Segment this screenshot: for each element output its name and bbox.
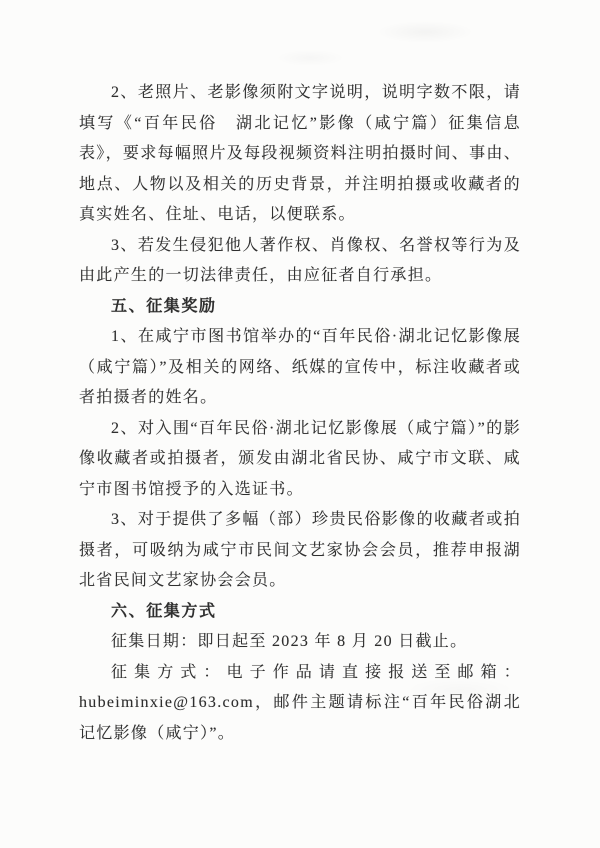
email-address: hubeiminxie@163.com	[79, 694, 254, 711]
collection-method-prefix: 征集方式：电子作品请直接报送至邮箱：	[111, 663, 521, 681]
heading-section-6-collection-method: 六、征集方式	[111, 602, 217, 620]
collection-method-suffix: ，邮件主题请标注“百年民俗湖北记忆影像（咸宁）”。	[79, 694, 521, 742]
document-body	[79, 78, 521, 749]
heading-section-5-collection-rewards: 五、征集奖励	[111, 297, 217, 315]
paragraph-item-2-photo-description-requirement: 2、老照片、老影像须附文字说明，说明字数不限，请填写《“百年民俗 湖北记忆”影像（咸宁篇）征集信息表》，要求每幅照片及每段视频资料注明拍摄时间、事由、地点、人物以及相关的历史背景，并注明拍摄或收藏者的真实姓名、住址、电话，以便联系。	[79, 84, 521, 223]
paragraph-item-3-legal-liability: 3、若发生侵犯他人著作权、肖像权、名誉权等行为及由此产生的一切法律责任，由应征者自行承担。	[79, 236, 521, 284]
paragraph-collection-deadline: 征集日期：即日起至 2023 年 8 月 20 日截止。	[111, 633, 468, 650]
paragraph-reward-2-certificate: 2、对入围“百年民俗·湖北记忆影像展（咸宁篇）”的影像收藏者或拍摄者，颁发由湖北省民协、咸宁市文联、咸宁市图书馆授予的入选证书。	[79, 419, 521, 498]
paragraph-reward-1-name-credit: 1、在咸宁市图书馆举办的“百年民俗·湖北记忆影像展（咸宁篇）”及相关的网络、纸媒的宣传中，标注收藏者或者拍摄者的姓名。	[79, 328, 521, 406]
paragraph-reward-3-membership: 3、对于提供了多幅（部）珍贵民俗影像的收藏者或拍摄者，可吸纳为咸宁市民间文艺家协会会员，推荐申报湖北省民间文艺家协会会员。	[79, 511, 521, 589]
paragraph-collection-method	[79, 658, 521, 750]
